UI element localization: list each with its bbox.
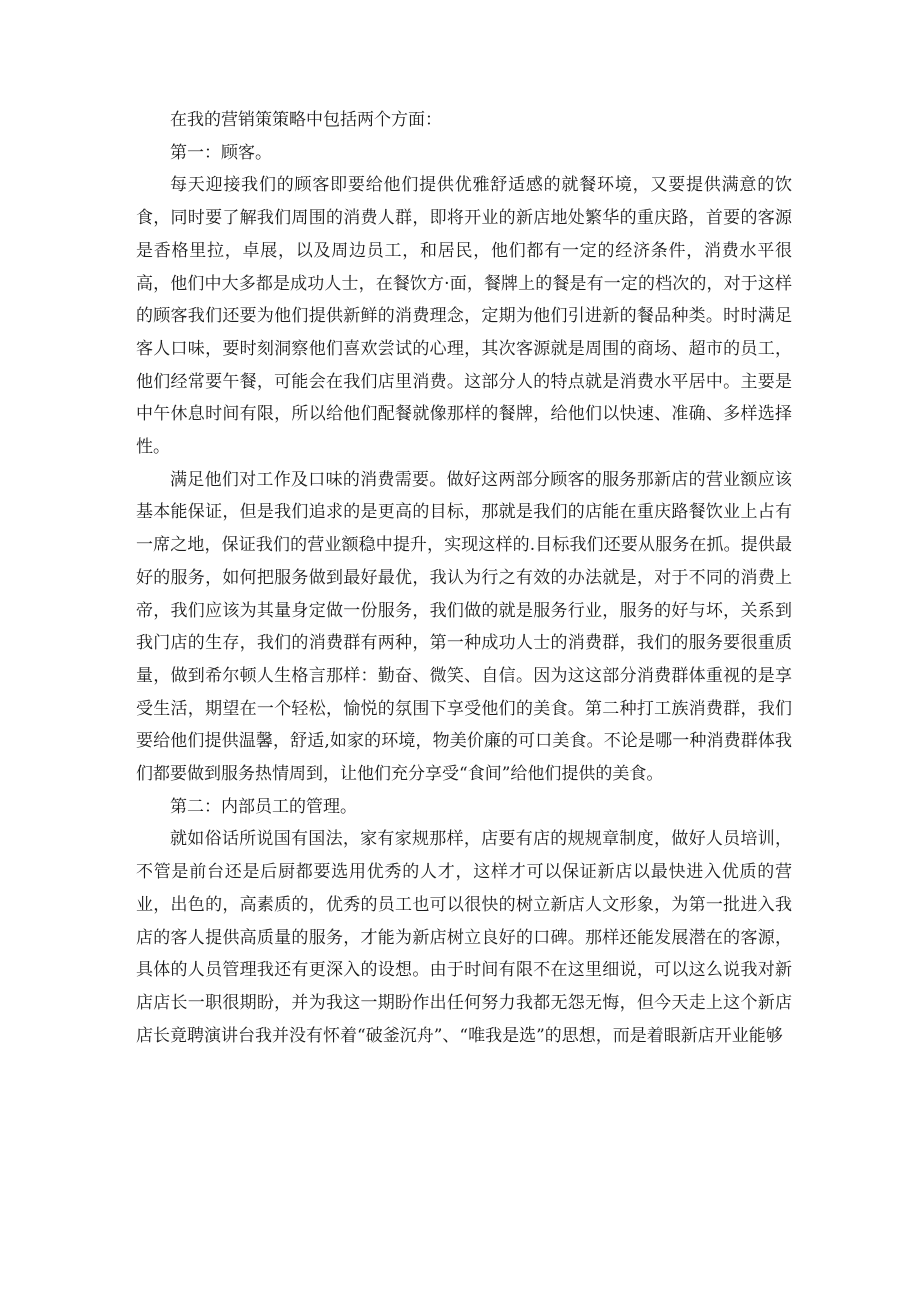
paragraph-service: 满足他们对工作及口味的消费需要。做好这两部分顾客的服务那新店的营业额应该基本能保证，但是我们追求的是更高的目标，那就是我们的店能在重庆路餐饮业上占有一席之地，保证我们的营业额稳中提升，实现这样的.目标我们还要从服务在抓。提供最好的服务，如何把服务做到最好最优，我认为行之有效的办法就是，对于不同的消费上帝，我们应该为其量身定做一份服务，我们做的就是服务行业，服务的好与坏，关系到我门店的生存，我们的消费群有两种，第一种成功人士的消费群，我们的服务要很重质量，做到希尔顿人生格言那样：勤奋、微笑、自信。因为这这部分消费群体重视的是享受生活，期望在一个轻松，愉悦的氛围下享受他们的美食。第二种打工族消费群，我们要给他们提供温馨，舒适,如家的环境，物美价廉的可口美食。不论是哪一种消费群体我们都要做到服务热情周到，让他们充分享受“食间”给他们提供的美食。 <box>136 469 792 785</box>
section-heading-customers: 第一：顾客。 <box>170 142 272 163</box>
paragraph-intro: 在我的营销策策略中包括两个方面： <box>170 110 442 130</box>
section-heading-staff: 第二：内部员工的管理。 <box>170 796 357 817</box>
document-body <box>136 104 792 1052</box>
paragraph-customers: 每天迎接我们的顾客即要给他们提供优雅舒适感的就餐环境，又要提供满意的饮食，同时要了解我们周围的消费人群，即将开业的新店地处繁华的重庆路，首要的客源是香格里拉，卓展，以及周边员工，和居民，他们都有一定的经济条件，消费水平很高，他们中大多都是成功人士，在餐饮方·面，餐牌上的餐是有一定的档次的，对于这样的顾客我们还要为他们提供新鲜的消费理念，定期为他们引进新的餐品种类。时时满足客人口味，要时刻洞察他们喜欢尝试的心理，其次客源就是周围的商场、超市的员工，他们经常要午餐，可能会在我们店里消费。这部分人的特点就是消费水平居中。主要是中午休息时间有限，所以给他们配餐就像那样的餐牌，给他们以快速、准确、多样选择性。 <box>136 175 792 458</box>
paragraph-staff: 就如俗话所说国有国法，家有家规那样，店要有店的规规章制度，做好人员培训，不管是前台还是后厨都要选用优秀的人才，这样才可以保证新店以最快进入优质的营业，出色的，高素质的，优秀的员工也可以很快的树立新店人文形象，为第一批进入我店的客人提供高质量的服务，才能为新店树立良好的口碑。那样还能发展潜在的客源，具体的人员管理我还有更深入的设想。由于时间有限不在这里细说，可以这么说我对新店店长一职很期盼，并为我这一期盼作出任何努力我都无怨无悔，但今天走上这个新店店长竟聘演讲台我并没有怀着“破釜沉舟”、“唯我是选”的思想，而是着眼新店开业能够 <box>136 829 792 1046</box>
